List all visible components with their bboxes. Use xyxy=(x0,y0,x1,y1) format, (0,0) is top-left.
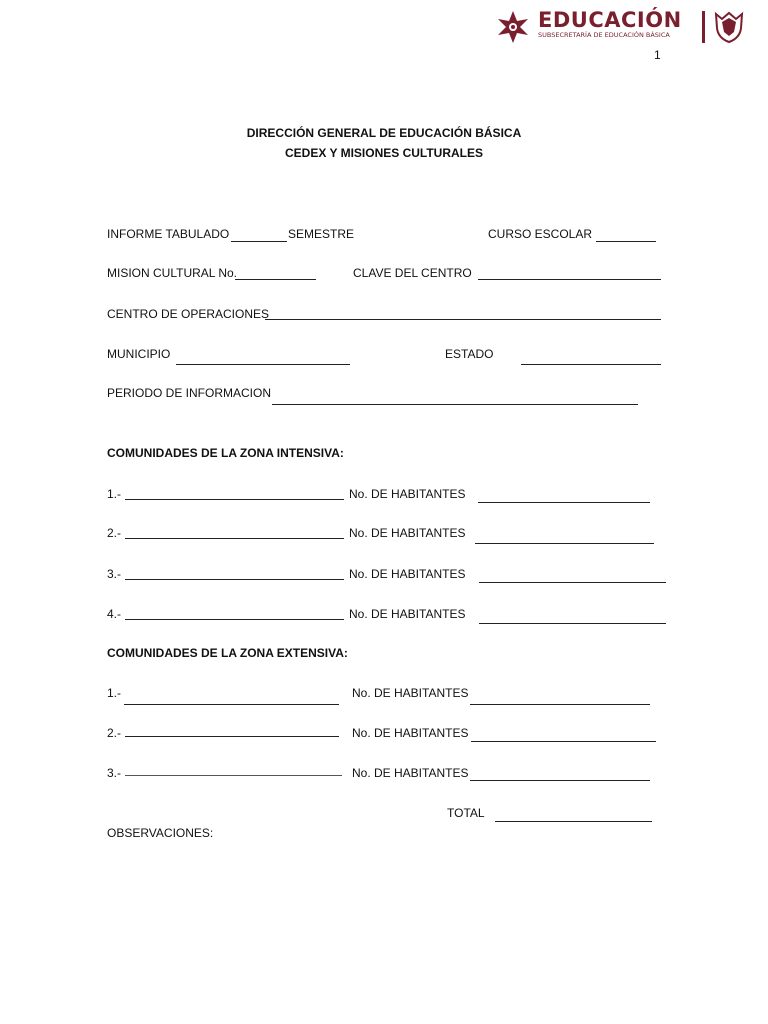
curso-escolar-label: CURSO ESCOLAR xyxy=(488,227,593,241)
extensiva-habitantes-field[interactable] xyxy=(471,741,656,742)
mision-cultural-label: MISION CULTURAL No. xyxy=(107,266,238,280)
intensiva-row-number: 3.- xyxy=(107,567,122,581)
extensiva-community-field[interactable] xyxy=(124,704,339,705)
intensiva-community-field[interactable] xyxy=(125,619,344,620)
state-seal-icon xyxy=(712,10,746,44)
informe-tabulado-field[interactable] xyxy=(231,241,287,242)
extensiva-habitantes-field[interactable] xyxy=(470,704,650,705)
extensiva-habitantes-label: No. DE HABITANTES xyxy=(352,726,469,740)
centro-operaciones-label: CENTRO DE OPERACIONES xyxy=(107,307,270,321)
total-field[interactable] xyxy=(495,821,652,822)
intensiva-habitantes-field[interactable] xyxy=(479,582,666,583)
extensiva-habitantes-label: No. DE HABITANTES xyxy=(352,686,469,700)
estado-field[interactable] xyxy=(521,364,661,365)
intensiva-row-number: 2.- xyxy=(107,526,122,540)
intensiva-habitantes-field[interactable] xyxy=(479,623,666,624)
extensiva-row-number: 3.- xyxy=(107,766,122,780)
zona-intensiva-heading: COMUNIDADES DE LA ZONA INTENSIVA: xyxy=(107,446,344,460)
centro-operaciones-field[interactable] xyxy=(265,319,661,320)
intensiva-habitantes-label: No. DE HABITANTES xyxy=(349,567,466,581)
total-label: TOTAL xyxy=(447,806,485,820)
informe-tabulado-label: INFORME TABULADO xyxy=(107,227,230,241)
periodo-field[interactable] xyxy=(272,404,638,405)
sub-title: CEDEX Y MISIONES CULTURALES xyxy=(284,146,484,160)
municipio-label: MUNICIPIO xyxy=(107,347,171,361)
clave-centro-label: CLAVE DEL CENTRO xyxy=(353,266,472,280)
intensiva-community-field[interactable] xyxy=(125,579,344,580)
zona-extensiva-heading: COMUNIDADES DE LA ZONA EXTENSIVA: xyxy=(107,646,348,660)
extensiva-habitantes-label: No. DE HABITANTES xyxy=(352,766,469,780)
extensiva-row-number: 1.- xyxy=(107,686,122,700)
intensiva-habitantes-field[interactable] xyxy=(478,502,650,503)
logo-subtitle: SUBSECRETARÍA DE EDUCACIÓN BÁSICA xyxy=(538,31,670,39)
logo-title: EDUCACIÓN xyxy=(538,8,682,32)
intensiva-habitantes-field[interactable] xyxy=(475,543,654,544)
intensiva-habitantes-label: No. DE HABITANTES xyxy=(349,487,466,501)
main-title: DIRECCIÓN GENERAL DE EDUCACIÓN BÁSICA xyxy=(246,126,522,140)
intensiva-habitantes-label: No. DE HABITANTES xyxy=(349,526,466,540)
page-number: 1 xyxy=(654,48,661,62)
periodo-label: PERIODO DE INFORMACION xyxy=(107,386,272,400)
logo-divider xyxy=(702,11,705,43)
semestre-label: SEMESTRE xyxy=(288,227,355,241)
mision-cultural-field[interactable] xyxy=(235,279,316,280)
education-logo xyxy=(494,10,750,50)
clave-centro-field[interactable] xyxy=(478,279,661,280)
extensiva-community-field[interactable] xyxy=(125,736,339,737)
intensiva-row-number: 1.- xyxy=(107,487,122,501)
intensiva-community-field[interactable] xyxy=(125,499,344,500)
observaciones-label: OBSERVACIONES: xyxy=(107,826,214,840)
extensiva-row-number: 2.- xyxy=(107,726,122,740)
estado-label: ESTADO xyxy=(445,347,494,361)
extensiva-habitantes-field[interactable] xyxy=(470,780,650,781)
intensiva-row-number: 4.- xyxy=(107,607,122,621)
extensiva-community-field[interactable] xyxy=(125,775,342,776)
curso-escolar-field[interactable] xyxy=(596,241,656,242)
intensiva-habitantes-label: No. DE HABITANTES xyxy=(349,607,466,621)
municipio-field[interactable] xyxy=(176,364,350,365)
star-emblem-icon xyxy=(494,10,532,44)
intensiva-community-field[interactable] xyxy=(125,538,344,539)
